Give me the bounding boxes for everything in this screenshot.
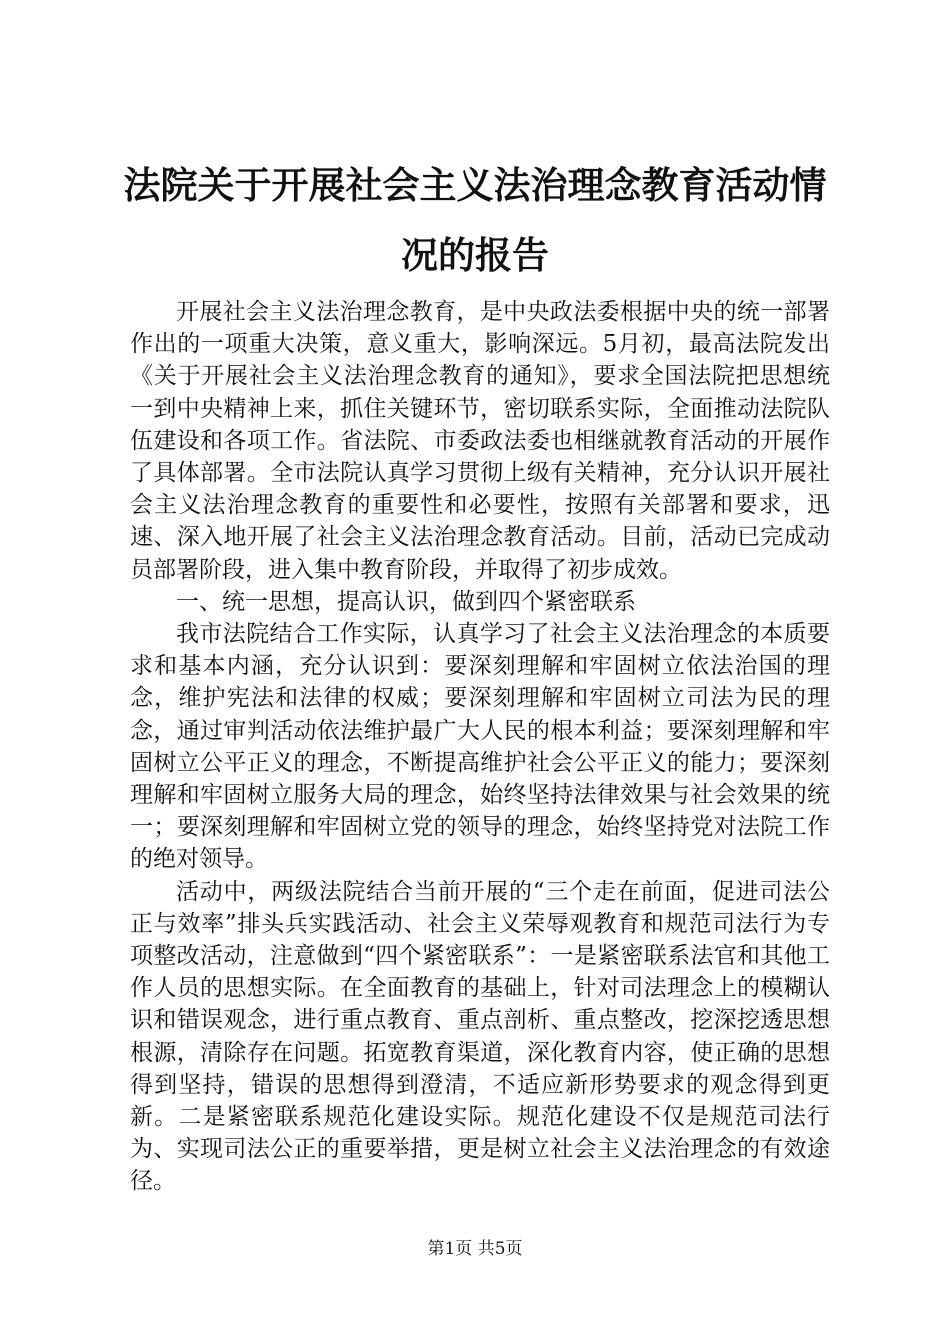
document-title: 法院关于开展社会主义法治理念教育活动情况的报告 [123,163,827,277]
section-heading-1: 一、统一思想，提高认识，做到四个紧密联系 [176,588,636,615]
document-body [130,296,830,1198]
paragraph-four-connections: 活动中，两级法院结合当前开展的“三个走在前面，促进司法公正与效率”排头兵实践活动、社会主义荣辱观教育和规范司法行为专项整改活动，注意做到“四个紧密联系”：一是紧密联系法官和其他工作人员的思想实际。在全面教育的基础上，针对司法理念上的模糊认识和错误观念，进行重点教育、重点剖析、重点整改，挖深挖透思想根源，清除存在问题。拓宽教育渠道，深化教育内容，使正确的思想得到坚持，错误的思想得到澄清，不适应新形势要求的观念得到更新。二是紧密联系规范化建设实际。规范化建设不仅是规范司法行为、实现司法公正的重要举措，更是树立社会主义法治理念的有效途径。 [130,878,830,1195]
page-number-footer: 第1页 共5页 [427,1239,523,1259]
paragraph-intro: 开展社会主义法治理念教育，是中央政法委根据中央的统一部署作出的一项重大决策，意义重大，影响深远。5月初，最高法院发出《关于开展社会主义法治理念教育的通知》，要求全国法院把思想统一到中央精神上来，抓住关键环节，密切联系实际，全面推动法院队伍建设和各项工作。省法院、市委政法委也相继就教育活动的开展作了具体部署。全市法院认真学习贯彻上级有关精神，充分认识开展社会主义法治理念教育的重要性和必要性，按照有关部署和要求，迅速、深入地开展了社会主义法治理念教育活动。目前，活动已完成动员部署阶段，进入集中教育阶段，并取得了初步成效。 [130,299,830,583]
paragraph-understanding: 我市法院结合工作实际，认真学习了社会主义法治理念的本质要求和基本内涵，充分认识到：要深刻理解和牢固树立依法治国的理念，维护宪法和法律的权威；要深刻理解和牢固树立司法为民的理念，通过审判活动依法维护最广大人民的根本利益；要深刻理解和牢固树立公平正义的理念，不断提高维护社会公平正义的能力；要深刻理解和牢固树立服务大局的理念，始终坚持法律效果与社会效果的统一；要深刻理解和牢固树立党的领导的理念，始终坚持党对法院工作的绝对领导。 [130,621,830,873]
